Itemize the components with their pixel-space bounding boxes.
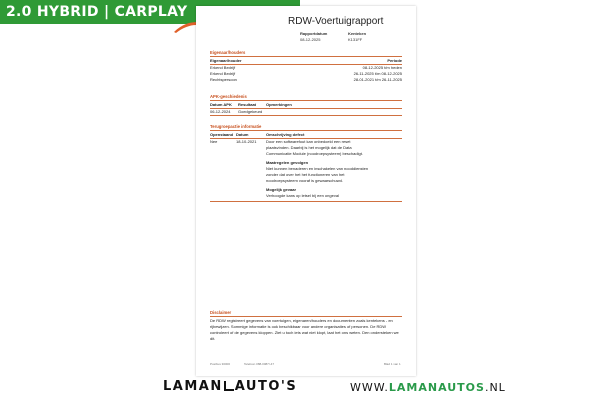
recall-col-date: Datum: [236, 132, 249, 137]
table-row: [210, 109, 402, 116]
divider: [210, 100, 402, 101]
divider: [210, 316, 402, 317]
table-row: [210, 77, 402, 83]
website-prefix: WWW.: [350, 381, 389, 394]
brand-name-b: AUTO'S: [234, 379, 298, 394]
apk-header-row: [210, 102, 402, 109]
brand-name-a: LAMAN: [163, 379, 223, 394]
apk-section: [210, 94, 402, 116]
hazard-title: Mogelijk gevaar: [266, 187, 297, 192]
period-cell: 26-11-2025 t/m 08-12-2025: [353, 71, 402, 76]
brand-logo: [163, 379, 297, 394]
license-plate-value: K131FF: [348, 37, 363, 42]
divider: [210, 56, 402, 57]
divider: [210, 201, 402, 202]
recall-section: [210, 124, 402, 203]
recall-date-cell: 18-10-2021: [236, 139, 257, 144]
measures-text: Niet kunnen benaderen en inschakelen van nooddiensten zonder dat over het het functioneren van het noodroepsysteem vooraf is gewaarschuwd.: [266, 166, 369, 183]
divider: [210, 130, 402, 131]
footer-phone: Telefoon 088-0087/-47: [244, 362, 275, 366]
brand-website: [350, 381, 506, 394]
hazard-text: Verhoogde kans op letsel bij een ongeval: [266, 193, 339, 198]
owners-title: Eigenaar/houders: [210, 50, 246, 55]
website-tld: .NL: [484, 381, 506, 394]
measures-title: Maatregelen gevolgen: [266, 160, 309, 165]
period-cell: 08-12-2025 t/m heden: [362, 65, 402, 70]
recall-header-row: [210, 132, 402, 139]
recall-col-description: Omschrijving defect: [266, 132, 305, 137]
table-row: [210, 139, 402, 199]
apk-col-date: Datum APK: [210, 102, 232, 107]
recall-description: Door een softwarefout kan onbedoeld een reset plaatsvinden. Daarbij is het mogelijk dat de Data Communicatie Module (noodroepsysteem) beschadigt.: [266, 139, 363, 156]
recall-description-cell: [266, 139, 374, 199]
report-date-value: 08-12-2025: [300, 37, 321, 42]
disclaimer-text: De RDW registreert gegevens van voertuigen, eigenaren/houders en documenten zoals kentekens - en rijbewijzen. Sommige informatie is ook beschikbaar voor andere organisaties of personen. De RDW controleert of de gegevens kloppen. Ziet u toch iets wat niet klopt, laat het ons weten. Den ondersteken we dit.: [210, 318, 399, 341]
recall-title: Terugroepactie informatie: [210, 124, 262, 129]
promo-banner-text: 2.0 HYBRID | CARPLAY: [6, 4, 188, 20]
disclaimer-section: [210, 310, 402, 342]
owners-header-row: [210, 58, 402, 65]
document-title: RDW-Voertuigrapport: [288, 16, 384, 27]
period-cell: 28-01-2021 t/m 26-11-2025: [353, 77, 402, 82]
owner-cell: Erkend Bedrijf: [210, 71, 236, 76]
report-date: [300, 31, 327, 43]
license-plate: [348, 31, 366, 43]
apk-result-cell: Goedgekeurd: [238, 109, 263, 114]
owners-col-owner: Eigenaar/houder: [210, 58, 242, 63]
apk-col-result: Resultaat: [238, 102, 257, 107]
report-date-label: Rapportdatum: [300, 31, 328, 36]
brand-corner-icon: [224, 381, 234, 391]
owner-cell: Erkend Bedrijf: [210, 65, 236, 70]
apk-date-cell: 06-12-2024: [210, 109, 231, 114]
owners-section: [210, 50, 402, 83]
apk-title: APK-geschiedenis: [210, 94, 247, 99]
footer-address: Postbus 30000: [210, 362, 231, 366]
owners-col-period: Periode: [387, 58, 402, 63]
owner-cell: Rechtspersoon: [210, 77, 237, 82]
recall-col-open: Openstaand: [210, 132, 234, 137]
footer-page: Blad 1 van 1: [384, 362, 401, 366]
disclaimer-title: Disclaimer: [210, 310, 232, 315]
recall-open-cell: Nee: [210, 139, 218, 144]
apk-col-remarks: Opmerkingen: [266, 102, 292, 107]
rdw-report-document: [196, 6, 416, 376]
website-domain: LAMANAUTOS: [388, 381, 485, 394]
license-plate-label: Kenteken: [348, 31, 367, 36]
